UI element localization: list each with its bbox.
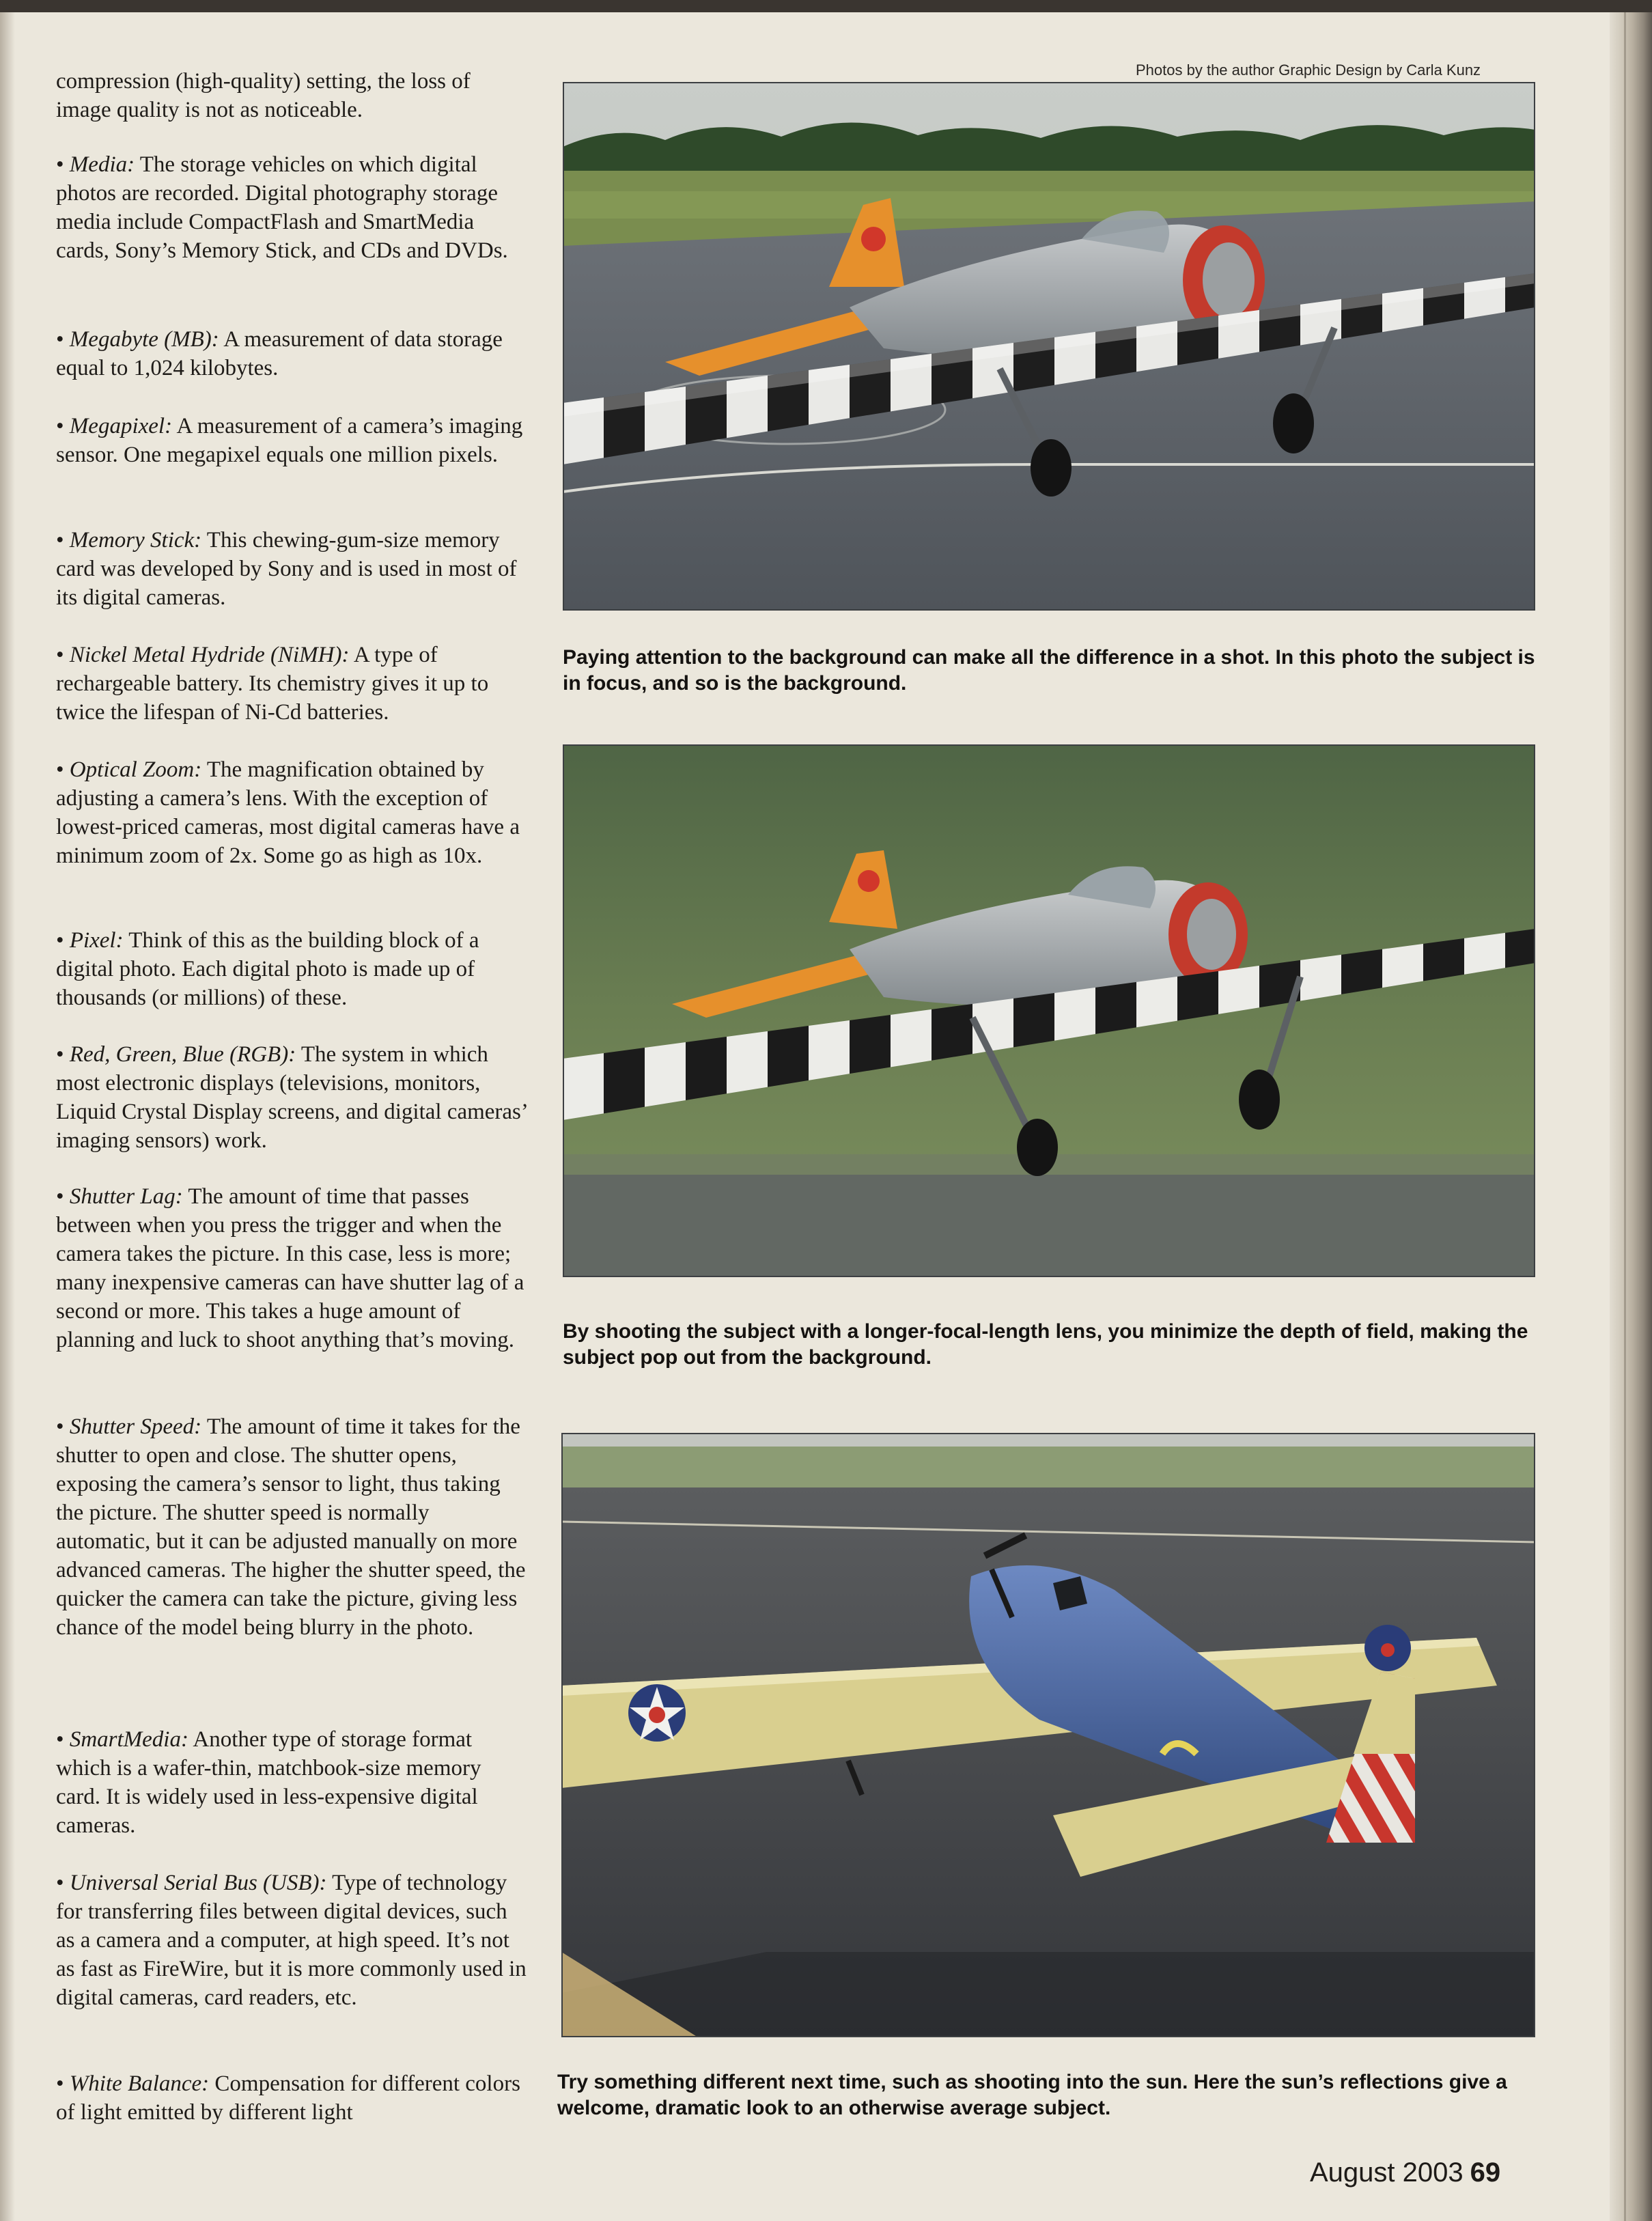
glossary-entry-nimh: • Nickel Metal Hydride (NiMH): A type of rechargeable battery. Its chemistry gives it up to twice the lifespan of Ni-Cd batteries. [56, 643, 489, 725]
photo-trainer-into-sun [561, 1433, 1535, 2037]
glossary-text: Type of technology for transferring files between digital devices, such as a camera and a computer, at high speed. It’s not as fast as FireWire, but it is more commonly used in digital cameras, card readers, etc. [56, 1871, 527, 2010]
glossary-text: This chewing-gum-size memory card was developed by Sony and is used in most of its digital cameras. [56, 528, 517, 610]
photo-credit: Photos by the author Graphic Design by Carla Kunz [1136, 61, 1481, 79]
glossary-entry-rgb: • Red, Green, Blue (RGB): The system in which most electronic displays (televisions, monitors, Liquid Crystal Display screens, and digital cameras’ imaging sensors) work. [56, 1042, 527, 1153]
photo-p51-background-in-focus [563, 82, 1535, 611]
glossary-entry-megabyte: • Megabyte (MB): A measurement of data storage equal to 1,024 kilobytes. [56, 327, 503, 380]
page-number: 69 [1470, 2157, 1501, 2188]
photo-1-caption: Paying attention to the background can make all the difference in a shot. In this photo the subject is in focus, and so is the background. [563, 646, 1535, 695]
photo-p51-shallow-depth-of-field [563, 744, 1535, 1277]
glossary-text: The system in which most electronic displays (televisions, monitors, Liquid Crystal Display screens, and digital cameras’ imaging sensors) work. [56, 1042, 527, 1153]
glossary-term: Megabyte (MB): [69, 327, 219, 352]
glossary-term: Nickel Metal Hydride (NiMH): [69, 643, 350, 667]
glossary-text: The amount of time it takes for the shutter to open and close. The shutter opens, exposing the camera’s sensor to light, thus taking the picture. The shutter speed is normally automatic, but it can be adjusted manually on more advanced cameras. The higher the shutter speed, the quicker the camera can take the picture, giving less chance of the model being blurry in the photo. [56, 1414, 526, 1640]
spine-fold-line [1624, 0, 1626, 2221]
page-folio [1310, 2157, 1500, 2188]
glossary-entry-optical-zoom: • Optical Zoom: The magnification obtained by adjusting a camera’s lens. With the exception of lowest-priced cameras, most digital cameras have a minimum zoom of 2x. Some go as high as 10x. [56, 757, 520, 868]
glossary-term: SmartMedia: [69, 1727, 188, 1752]
photo-2-caption: By shooting the subject with a longer-focal-length lens, you minimize the depth of field, making the subject pop out from the background. [563, 1320, 1528, 1369]
glossary-text: A measurement of a camera’s imaging sensor. One megapixel equals one million pixels. [56, 414, 523, 467]
photo-3-drawing [561, 1433, 1535, 2037]
glossary-entry-usb: • Universal Serial Bus (USB): Type of technology for transferring files between digital devices, such as a camera and a computer, at high speed. It’s not as fast as FireWire, but it is more commonly used in digital cameras, card readers, etc. [56, 1871, 527, 2010]
glossary-text: The magnification obtained by adjusting a camera’s lens. With the exception of lowest-priced cameras, most digital cameras have a minimum zoom of 2x. Some go as high as 10x. [56, 757, 520, 868]
glossary-text: compression (high-quality) setting, the loss of image quality is not as noticeable. [56, 69, 471, 122]
page-spine-shadow [1610, 0, 1652, 2221]
glossary-entry-media: • Media: The storage vehicles on which digital photos are recorded. Digital photography storage media include CompactFlash and SmartMedia cards, Sony’s Memory Stick, and CDs and DVDs. [56, 152, 508, 263]
glossary-entry-pixel: • Pixel: Think of this as the building block of a digital photo. Each digital photo is made up of thousands (or millions) of these. [56, 928, 479, 1010]
photo-3-caption: Try something different next time, such as shooting into the sun. Here the sun’s reflections give a welcome, dramatic look to an otherwise average subject. [557, 2071, 1507, 2119]
glossary-entry-shutter-speed: • Shutter Speed: The amount of time it takes for the shutter to open and close. The shutter opens, exposing the camera’s sensor to light, thus taking the picture. The shutter speed is normally automatic, but it can be adjusted manually on more advanced cameras. The higher the shutter speed, the quicker the camera can take the picture, giving less chance of the model being blurry in the photo. [56, 1414, 526, 1640]
glossary-entry-white-balance: • White Balance: Compensation for different colors of light emitted by different light [56, 2071, 520, 2125]
glossary-text: The storage vehicles on which digital photos are recorded. Digital photography storage media include CompactFlash and SmartMedia cards, Sony’s Memory Stick, and CDs and DVDs. [56, 152, 508, 263]
glossary-term: Shutter Lag: [69, 1184, 183, 1209]
issue-date: August 2003 [1310, 2157, 1464, 2188]
glossary-entry-shutter-lag: • Shutter Lag: The amount of time that passes between when you press the trigger and when the camera takes the picture. In this case, less is more; many inexpensive cameras can have shutter lag of a second or more. This takes a huge amount of planning and luck to shoot anything that’s moving. [56, 1184, 524, 1352]
glossary-term: Optical Zoom: [69, 757, 202, 782]
glossary-term: Pixel: [69, 928, 124, 953]
photo-1-drawing [563, 82, 1535, 611]
glossary-term: Red, Green, Blue (RGB): [69, 1042, 296, 1067]
glossary-text: Another type of storage format which is a wafer-thin, matchbook-size memory card. It is widely used in less-expensive digital cameras. [56, 1727, 481, 1838]
glossary-term: Media: [69, 152, 135, 177]
glossary-entry-smartmedia: • SmartMedia: Another type of storage format which is a wafer-thin, matchbook-size memory card. It is widely used in less-expensive digital cameras. [56, 1727, 481, 1838]
glossary-text: Think of this as the building block of a digital photo. Each digital photo is made up of thousands (or millions) of these. [56, 928, 479, 1010]
glossary-text: The amount of time that passes between when you press the trigger and when the camera takes the picture. In this case, less is more; many inexpensive cameras can have shutter lag of a second or more. This takes a huge amount of planning and luck to shoot anything that’s moving. [56, 1184, 524, 1352]
glossary-term: White Balance: [69, 2071, 210, 2096]
photo-2-drawing [563, 744, 1535, 1277]
glossary-text: Compensation for different colors of light emitted by different light [56, 2071, 520, 2125]
glossary-entry-continued [56, 67, 527, 124]
glossary-term: Memory Stick: [69, 528, 202, 553]
glossary-term: Shutter Speed: [69, 1414, 202, 1439]
glossary-term: Megapixel: [69, 414, 173, 438]
glossary-entry-megapixel: • Megapixel: A measurement of a camera’s imaging sensor. One megapixel equals one million pixels. [56, 414, 523, 467]
glossary-entry-memory-stick: • Memory Stick: This chewing-gum-size memory card was developed by Sony and is used in most of its digital cameras. [56, 528, 517, 610]
glossary-text: A type of rechargeable battery. Its chemistry gives it up to twice the lifespan of Ni-Cd batteries. [56, 643, 489, 725]
glossary-text: A measurement of data storage equal to 1,024 kilobytes. [56, 327, 503, 380]
glossary-term: Universal Serial Bus (USB): [69, 1871, 327, 1895]
